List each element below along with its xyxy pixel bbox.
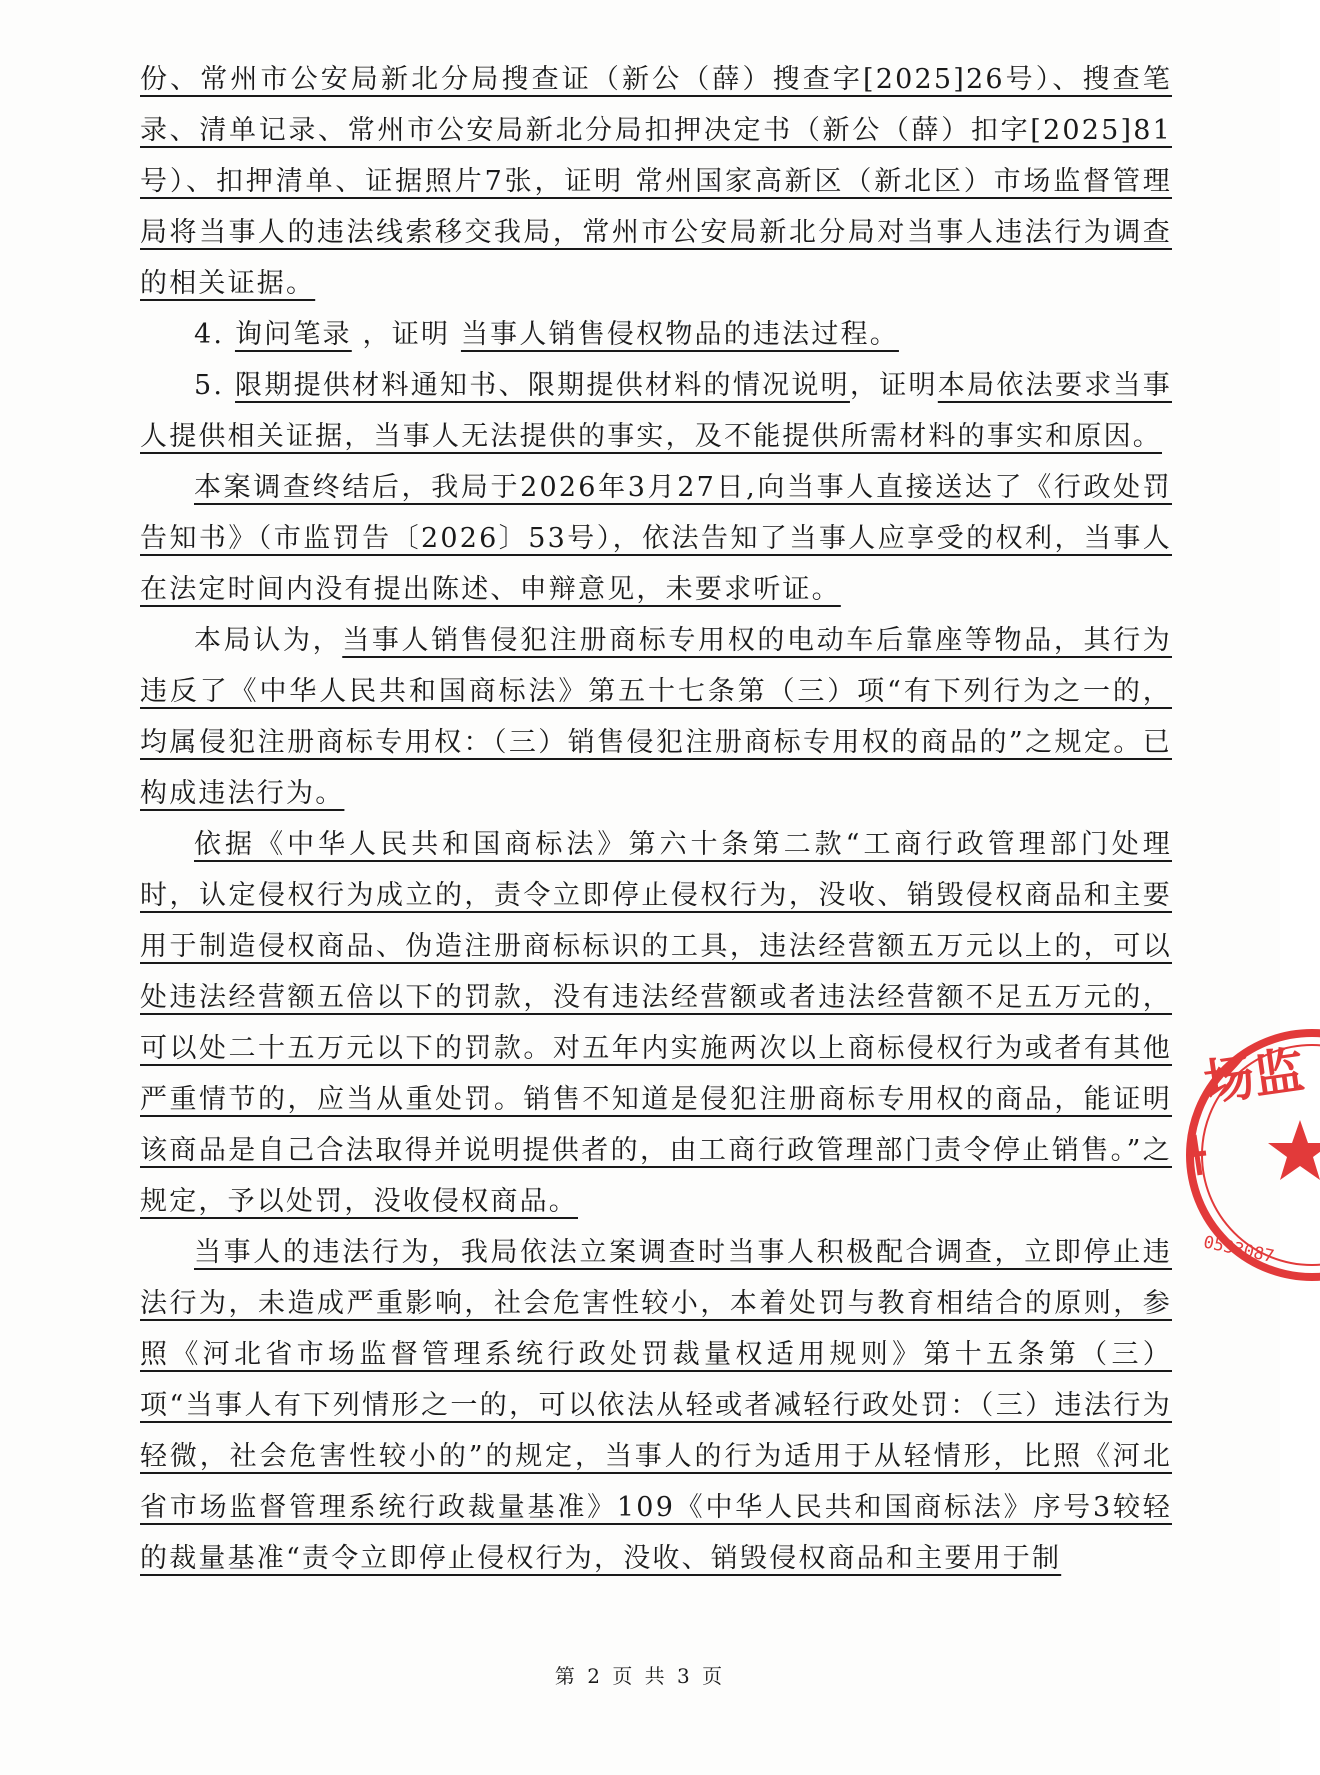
paragraph xyxy=(140,360,1172,462)
paragraph xyxy=(140,309,1172,360)
paragraph xyxy=(140,819,1172,1227)
text-segment: 本局认为， xyxy=(194,625,343,656)
seal-text: 场监 xyxy=(1200,1039,1308,1113)
underlined-text: 本案调查终结后，我局于2026年3月27日,向当事人直接送达了《行政处罚告知书》（市监罚告〔2026〕53号），依法告知了当事人应享受的权利，当事人在法定时间内没有提出陈述、申辩意见，未要求听证。 xyxy=(140,472,1172,605)
underlined-text: 当事人销售侵犯注册商标专用权的电动车后靠座等物品，其行为违反了《中华人民共和国商标法》第五十七条第（三）项“有下列行为之一的，均属侵犯注册商标专用权：（三）销售侵犯注册商标专用权的商品的”之规定。已构成违法行为。 xyxy=(140,625,1172,809)
seal-serial-number: 0533087 xyxy=(1201,1232,1276,1267)
page-footer: 第 2 页 共 3 页 xyxy=(554,1664,726,1688)
document-body xyxy=(140,54,1172,1584)
paragraph xyxy=(140,462,1172,615)
underlined-text: 当事人的违法行为，我局依法立案调查时当事人积极配合调查，立即停止违法行为，未造成严重影响，社会危害性较小，本着处罚与教育相结合的原则，参照《河北省市场监督管理系统行政处罚裁量权适用规则》第十五条第（三）项“当事人有下列情形之一的，可以依法从轻或者减轻行政处罚：（三）违法行为轻微，社会危害性较小的”的规定，当事人的行为适用于从轻情形，比照《河北省市场监督管理系统行政裁量基准》109《中华人民共和国商标法》序号3较轻的裁量基准“责令立即停止侵权行为，没收、销毁侵权商品和主要用于制 xyxy=(140,1237,1172,1574)
underlined-text: 本局依法要求当事人提供相关证据，当事人无法提供的事实，及不能提供所需材料的事实和原因。 xyxy=(140,370,1172,452)
seal-star-icon xyxy=(1268,1120,1320,1180)
underlined-text: 份、常州市公安局新北分局搜查证（新公（薛）搜查字[2025]26号）、搜查笔录、清单记录、常州市公安局新北分局扣押决定书（新公（薛）扣字[2025]81号）、扣押清单、证据照片7张，证明 常州国家高新区（新北区）市场监督管理局将当事人的违法线索移交我局，常州市公安局新北分局对当事人违法行为调查的相关证据。 xyxy=(140,64,1172,299)
paragraph xyxy=(140,615,1172,819)
underlined-text: 限期提供材料通知书、限期提供材料的情况说明 xyxy=(235,370,850,401)
text-segment: ，证明 xyxy=(849,370,938,401)
text-segment: 5. xyxy=(194,370,236,401)
underlined-text: 依据《中华人民共和国商标法》第六十条第二款“工商行政管理部门处理时，认定侵权行为成立的，责令立即停止侵权行为，没收、销毁侵权商品和主要用于制造侵权商品、伪造注册商标标识的工具，违法经营额五万元以上的，可以处违法经营额五倍以下的罚款，没有违法经营额或者违法经营额不足五万元的，可以处二十五万元以下的罚款。对五年内实施两次以上商标侵权行为或者有其他严重情节的，应当从重处罚。销售不知道是侵犯注册商标专用权的商品，能证明该商品是自己合法取得并说明提供者的，由工商行政管理部门责令停止销售。”之规定，予以处罚，没收侵权商品。 xyxy=(140,829,1172,1217)
underlined-text: 当事人销售侵权物品的违法过程。 xyxy=(460,319,899,350)
text-segment: ，证明 xyxy=(351,319,461,350)
paragraph xyxy=(140,1227,1172,1584)
official-seal xyxy=(1170,1025,1320,1285)
underlined-text: 询问笔录 xyxy=(234,319,352,350)
text-segment: 4. xyxy=(194,319,235,350)
paragraph xyxy=(140,54,1172,309)
